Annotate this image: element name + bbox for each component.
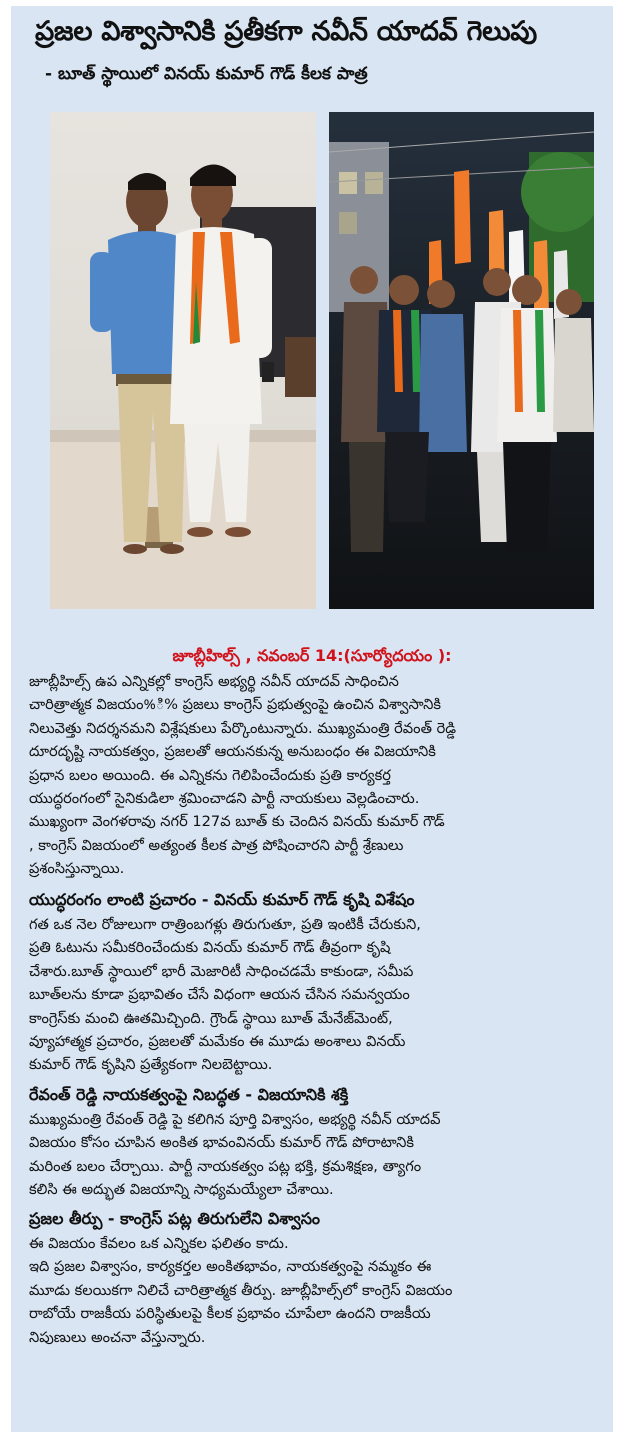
photo-two-men-indoors xyxy=(50,112,316,609)
section-heading: ప్రజల తీర్పు - కాంగ్రెస్ పట్ల తిరుగులేని విశ్వాసం xyxy=(29,1209,321,1228)
text-line: ప్రధాన బలం అయింది. ఈ ఎన్నికను గెలిపించేందుకు ప్రతి కార్యకర్త xyxy=(29,766,391,784)
section-paragraph xyxy=(29,1108,609,1202)
section-paragraph xyxy=(29,913,609,1077)
section-heading: యుద్ధరంగం లాంటి ప్రచారం - వినయ్ కుమార్ గౌడ్ కృషి విశేషం xyxy=(29,890,415,909)
text-line: ముఖ్యమంత్రి రేవంత్ రెడ్డి పై కలిగిన పూర్తి విశ్వాసం, అభ్యర్థి నవీన్ యాదవ్ xyxy=(29,1111,441,1128)
text-line: చారిత్రాత్మక విజయం%ి% ప్రజలు కాంగ్రెస్ ప్రభుత్వంపై ఉంచిన విశ్వాసానికి xyxy=(29,696,441,714)
text-line: రాబోయే రాజకీయ పరిస్థితులపై కీలక ప్రభావం చూపేలా ఉందని రాజకీయ xyxy=(29,1305,431,1323)
news-article xyxy=(11,6,613,1432)
section-paragraph xyxy=(29,1232,609,1349)
text-line: మరింత బలం చేర్చాయి. పార్టీ నాయకత్వం పట్ల భక్తి, క్రమశిక్షణ, త్యాగం xyxy=(29,1157,422,1175)
article-headline: ప్రజల విశ్వాసానికి ప్రతీకగా నవీన్ యాదవ్ గెలుపు xyxy=(35,16,537,47)
text-line: బూత్‌లను కూడా ప్రభావితం చేసే విధంగా ఆయన చేసిన సమన్వయం xyxy=(29,986,410,1004)
text-line: ఇది ప్రజల విశ్వాసం, కార్యకర్తల అంకితభావం, నాయకత్వంపై నమ్మకం ఈ xyxy=(29,1258,432,1276)
text-line: కుమార్ గౌడ్ కృషిని ప్రత్యేకంగా నిలబెట్టాయి. xyxy=(29,1056,273,1074)
text-line: కాంగ్రెస్‌కు మంచి ఊతమిచ్చింది. గ్రౌండ్ స్థాయి బూత్ మేనేజ్‌మెంట్, xyxy=(29,1009,393,1027)
photo-group-with-flags-night-drawing xyxy=(329,112,594,609)
text-line: నిపుణులు అంచనా వేస్తున్నారు. xyxy=(29,1328,206,1346)
article-dateline: జూబ్లీహిల్స్ , నవంబర్ 14:(సూర్యోదయం ): xyxy=(172,646,452,665)
text-line: , కాంగ్రెస్ విజయంలో అత్యంత కీలక పాత్ర పోషించారని పార్టీ శ్రేణులు xyxy=(29,836,404,854)
text-line: దూరదృష్టి నాయకత్వం, ప్రజలతో ఆయనకున్న అనుబంధం ఈ విజయానికి xyxy=(29,743,436,761)
text-line: కలిసి ఈ అద్భుత విజయాన్ని సాధ్యమయ్యేలా చేశాయి. xyxy=(29,1181,334,1199)
text-line: విజయం కోసం చూపిన అంకిత భావంవినయ్ కుమార్ గౌడ్ పోరాటానికి xyxy=(29,1134,414,1152)
article-subheadline: - బూత్ స్థాయిలో వినయ్ కుమార్ గౌడ్ కీలక పాత్ర xyxy=(45,64,368,84)
text-line: ప్రతి ఓటును సమీకరించేందుకు వినయ్ కుమార్ గౌడ్ తీవ్రంగా కృషి xyxy=(29,939,391,957)
text-line: యుద్ధరంగంలో సైనికుడిలా శ్రమించాడని పార్టీ నాయకులు వెల్లడించారు. xyxy=(29,790,420,808)
text-line: గత ఒక నెల రోజులుగా రాత్రింబగళ్లు తిరుగుతూ, ప్రతి ఇంటికీ చేరుకుని, xyxy=(29,916,421,933)
text-line: ఈ విజయం కేవలం ఒక ఎన్నికల ఫలితం కాదు. xyxy=(29,1235,289,1252)
photo-two-men-indoors-drawing xyxy=(50,112,316,609)
text-line: వ్యూహాత్మక ప్రచారం, ప్రజలతో మమేకం ఈ మూడు అంశాలు వినయ్ xyxy=(29,1033,406,1051)
intro-paragraph xyxy=(29,670,609,881)
text-line: చేశారు.బూత్ స్థాయిలో భారీ మెజారిటీ సాధించడమే కాకుండా, సమీప xyxy=(29,962,414,980)
text-line: మూడు కలయికగా నిలిచే చారిత్రాత్మక తీర్పు. జూబ్లీహిల్స్‌లో కాంగ్రెస్ విజయం xyxy=(29,1281,453,1299)
text-line: జూబ్లీహిల్స్ ఉప ఎన్నికల్లో కాంగ్రెస్ అభ్యర్థి నవీన్ యాదవ్ సాధించిన xyxy=(29,673,399,690)
section-heading: రేవంత్ రెడ్డి నాయకత్వంపై నిబద్ధత - విజయానికి శక్తి xyxy=(29,1085,349,1104)
text-line: ముఖ్యంగా వెంగళరావు నగర్ 127వ బూత్ కు చెందిన వినయ్ కుమార్ గౌడ్ xyxy=(29,813,445,831)
photo-group-with-flags-night xyxy=(329,112,594,609)
text-line: ప్రశంసిస్తున్నాయి. xyxy=(29,860,125,878)
text-line: నిలువెత్తు నిదర్శనమని విశ్లేషకులు పేర్కొంటున్నారు. ముఖ్యమంత్రి రేవంత్ రెడ్డి xyxy=(29,719,457,737)
